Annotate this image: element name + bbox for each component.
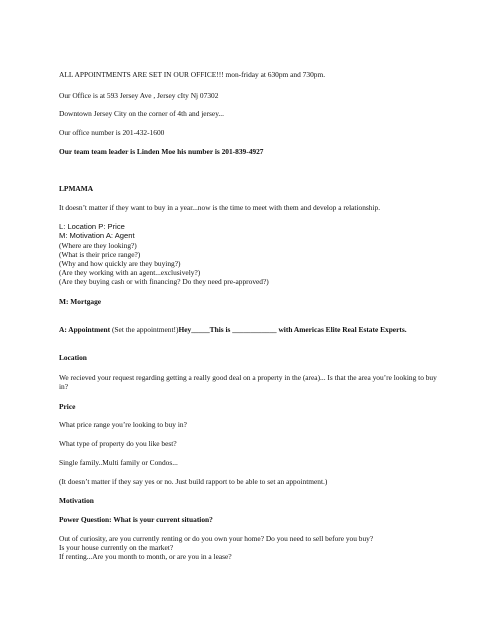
price-question-3: Single family..Multi family or Condos... (59, 458, 178, 467)
lpmama-key-1: L: Location P: Price (59, 222, 125, 231)
appointment-script (59, 325, 437, 334)
office-address: Our Office is at 593 Jersey Ave , Jersey cIty Nj 07302 (59, 91, 219, 100)
motivation-line: Is your house currently on the market? (59, 543, 174, 552)
appointment-script-text: Hey_____This is ____________ with Americas Elite Real Estate Experts. (178, 325, 407, 334)
office-location: Downtown Jersey City on the corner of 4th and jersey... (59, 109, 224, 118)
lpmama-question: (Why and how quickly are they buying?) (59, 259, 181, 268)
price-question-1: What price range you’re looking to buy in? (59, 420, 187, 429)
motivation-line: Out of curiosity, are you currently renting or do you own your home? Do you need to sell before you buy? (59, 534, 374, 543)
price-heading: Price (59, 402, 76, 411)
appointments-notice: ALL APPOINTMENTS ARE SET IN OUR OFFICE!!! mon-friday at 630pm and 730pm. (59, 70, 326, 79)
lpmama-heading: LPMAMA (59, 184, 94, 193)
power-question: Power Question: What is your current situation? (59, 515, 213, 524)
lpmama-question: (Are they buying cash or with financing? Do they need pre-approved?) (59, 277, 269, 286)
appointment-paren: (Set the appointment!) (110, 325, 179, 334)
office-number: Our office number is 201-432-1600 (59, 128, 165, 137)
lpmama-intro: It doesn’t matter if they want to buy in a year...now is the time to meet with them and develop a relationship. (59, 203, 381, 212)
team-leader: Our team team leader is Linden Moe his number is 201-839-4927 (59, 147, 264, 156)
price-question-2: What type of property do you like best? (59, 439, 177, 448)
lpmama-question: (Where are they looking?) (59, 241, 137, 250)
location-text: We recieved your request regarding getting a really good deal on a property in the (area)... Is that the area you’re looking to buy in? (59, 373, 437, 391)
lpmama-key-2: M: Motivation A: Agent (59, 231, 135, 240)
motivation-heading: Motivation (59, 496, 94, 505)
price-note: (It doesn’t matter if they say yes or no. Just build rapport to be able to set an appointment.) (59, 477, 328, 486)
lpmama-question: (Are they working with an agent...exclusively?) (59, 268, 201, 277)
mortgage-heading: M: Mortgage (59, 297, 102, 306)
location-heading: Location (59, 353, 87, 362)
lpmama-question: (What is their price range?) (59, 250, 141, 259)
motivation-line: If renting...Are you month to month, or are you in a lease? (59, 552, 232, 561)
appointment-label: A: Appointment (59, 325, 111, 334)
